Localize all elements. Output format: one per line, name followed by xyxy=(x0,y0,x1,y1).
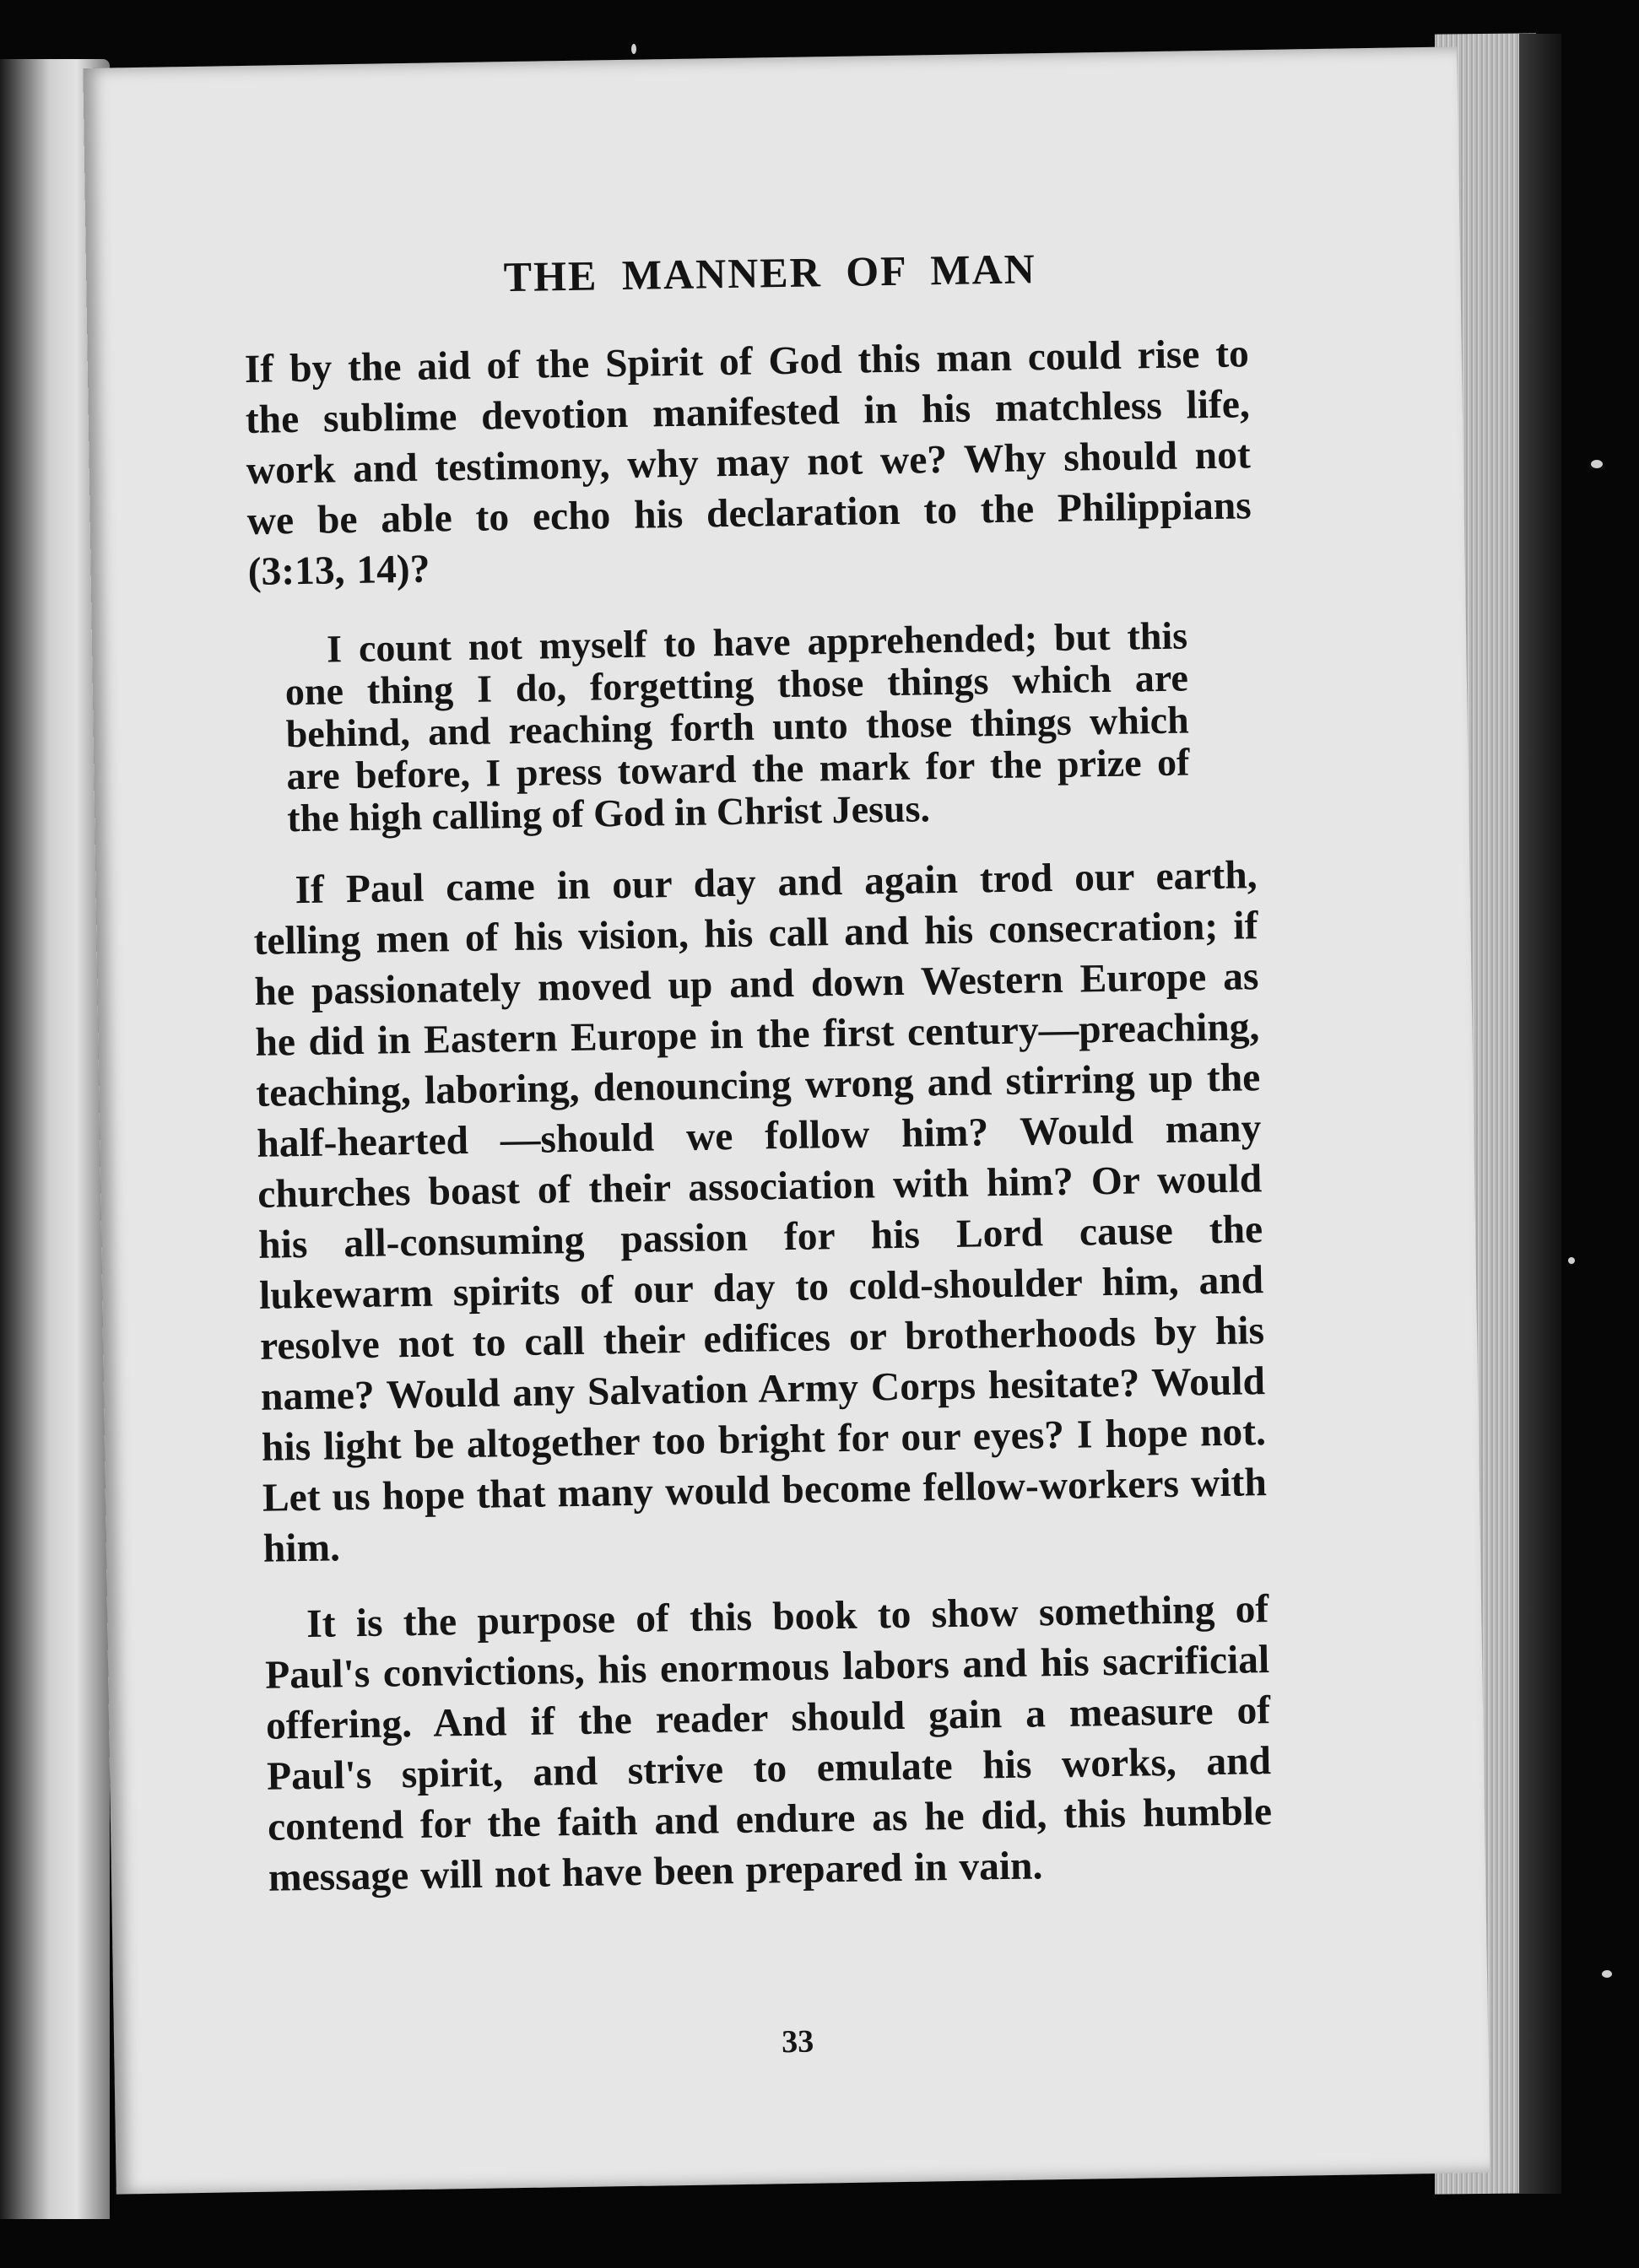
scan-speck xyxy=(1591,460,1603,468)
paragraph-paul: If Paul came in our day and again trod our earth, telling men of his vision, his call and his consecration; if he passionately moved up and down Western Europe as he did in Eastern Europe in the first century—preaching, teaching, laboring, denouncing wrong and stirring up the half-hearted —should we follow him? Would many churches boast of their association with him? Or would his all-consuming passion for his Lord cause the lukewarm spirits of our day to cold-shoulder him, and resolve not to call their edifices or brotherhoods by his name? Would any Salvation Army Corps hesitate? Would his light be altogether too bright for our eyes? I hope not. Let us hope that many would become fellow-workers with him. xyxy=(253,853,1268,1571)
scan-speck xyxy=(1568,1257,1575,1264)
page-number: 33 xyxy=(781,2023,814,2060)
quote-text: I count not myself to have apprehended; but this one thing I do, forgetting those things which are behind, and reaching forth unto those things which are before, I press toward the mark for the prize of the high calling of God in Christ Jesus. xyxy=(284,613,1190,840)
block-quote xyxy=(284,614,1191,840)
scan-speck xyxy=(1602,1970,1612,1978)
paragraph-purpose: It is the purpose of this book to show something of Paul's convictions, his enormous labors and his sacrificial offering. And if the reader should gain a measure of Paul's spirit, and strive to emulate his works, and contend for the faith and endure as he did, this humble message will not have been prepared in vain. xyxy=(264,1587,1273,1900)
book-cover-edge xyxy=(1519,34,1561,2194)
paragraph-intro: If by the aid of the Spirit of God this man could rise to the sublime devotion manifested in his matchless life, work and testimony, why may not we? Why should not we be able to echo his declaration to the Philippians (3:13, 14)? xyxy=(244,332,1252,594)
page-body xyxy=(244,328,1273,1903)
scan-speck xyxy=(631,44,636,54)
book-page xyxy=(83,46,1490,2194)
running-header: THE MANNER OF MAN xyxy=(503,245,1037,301)
